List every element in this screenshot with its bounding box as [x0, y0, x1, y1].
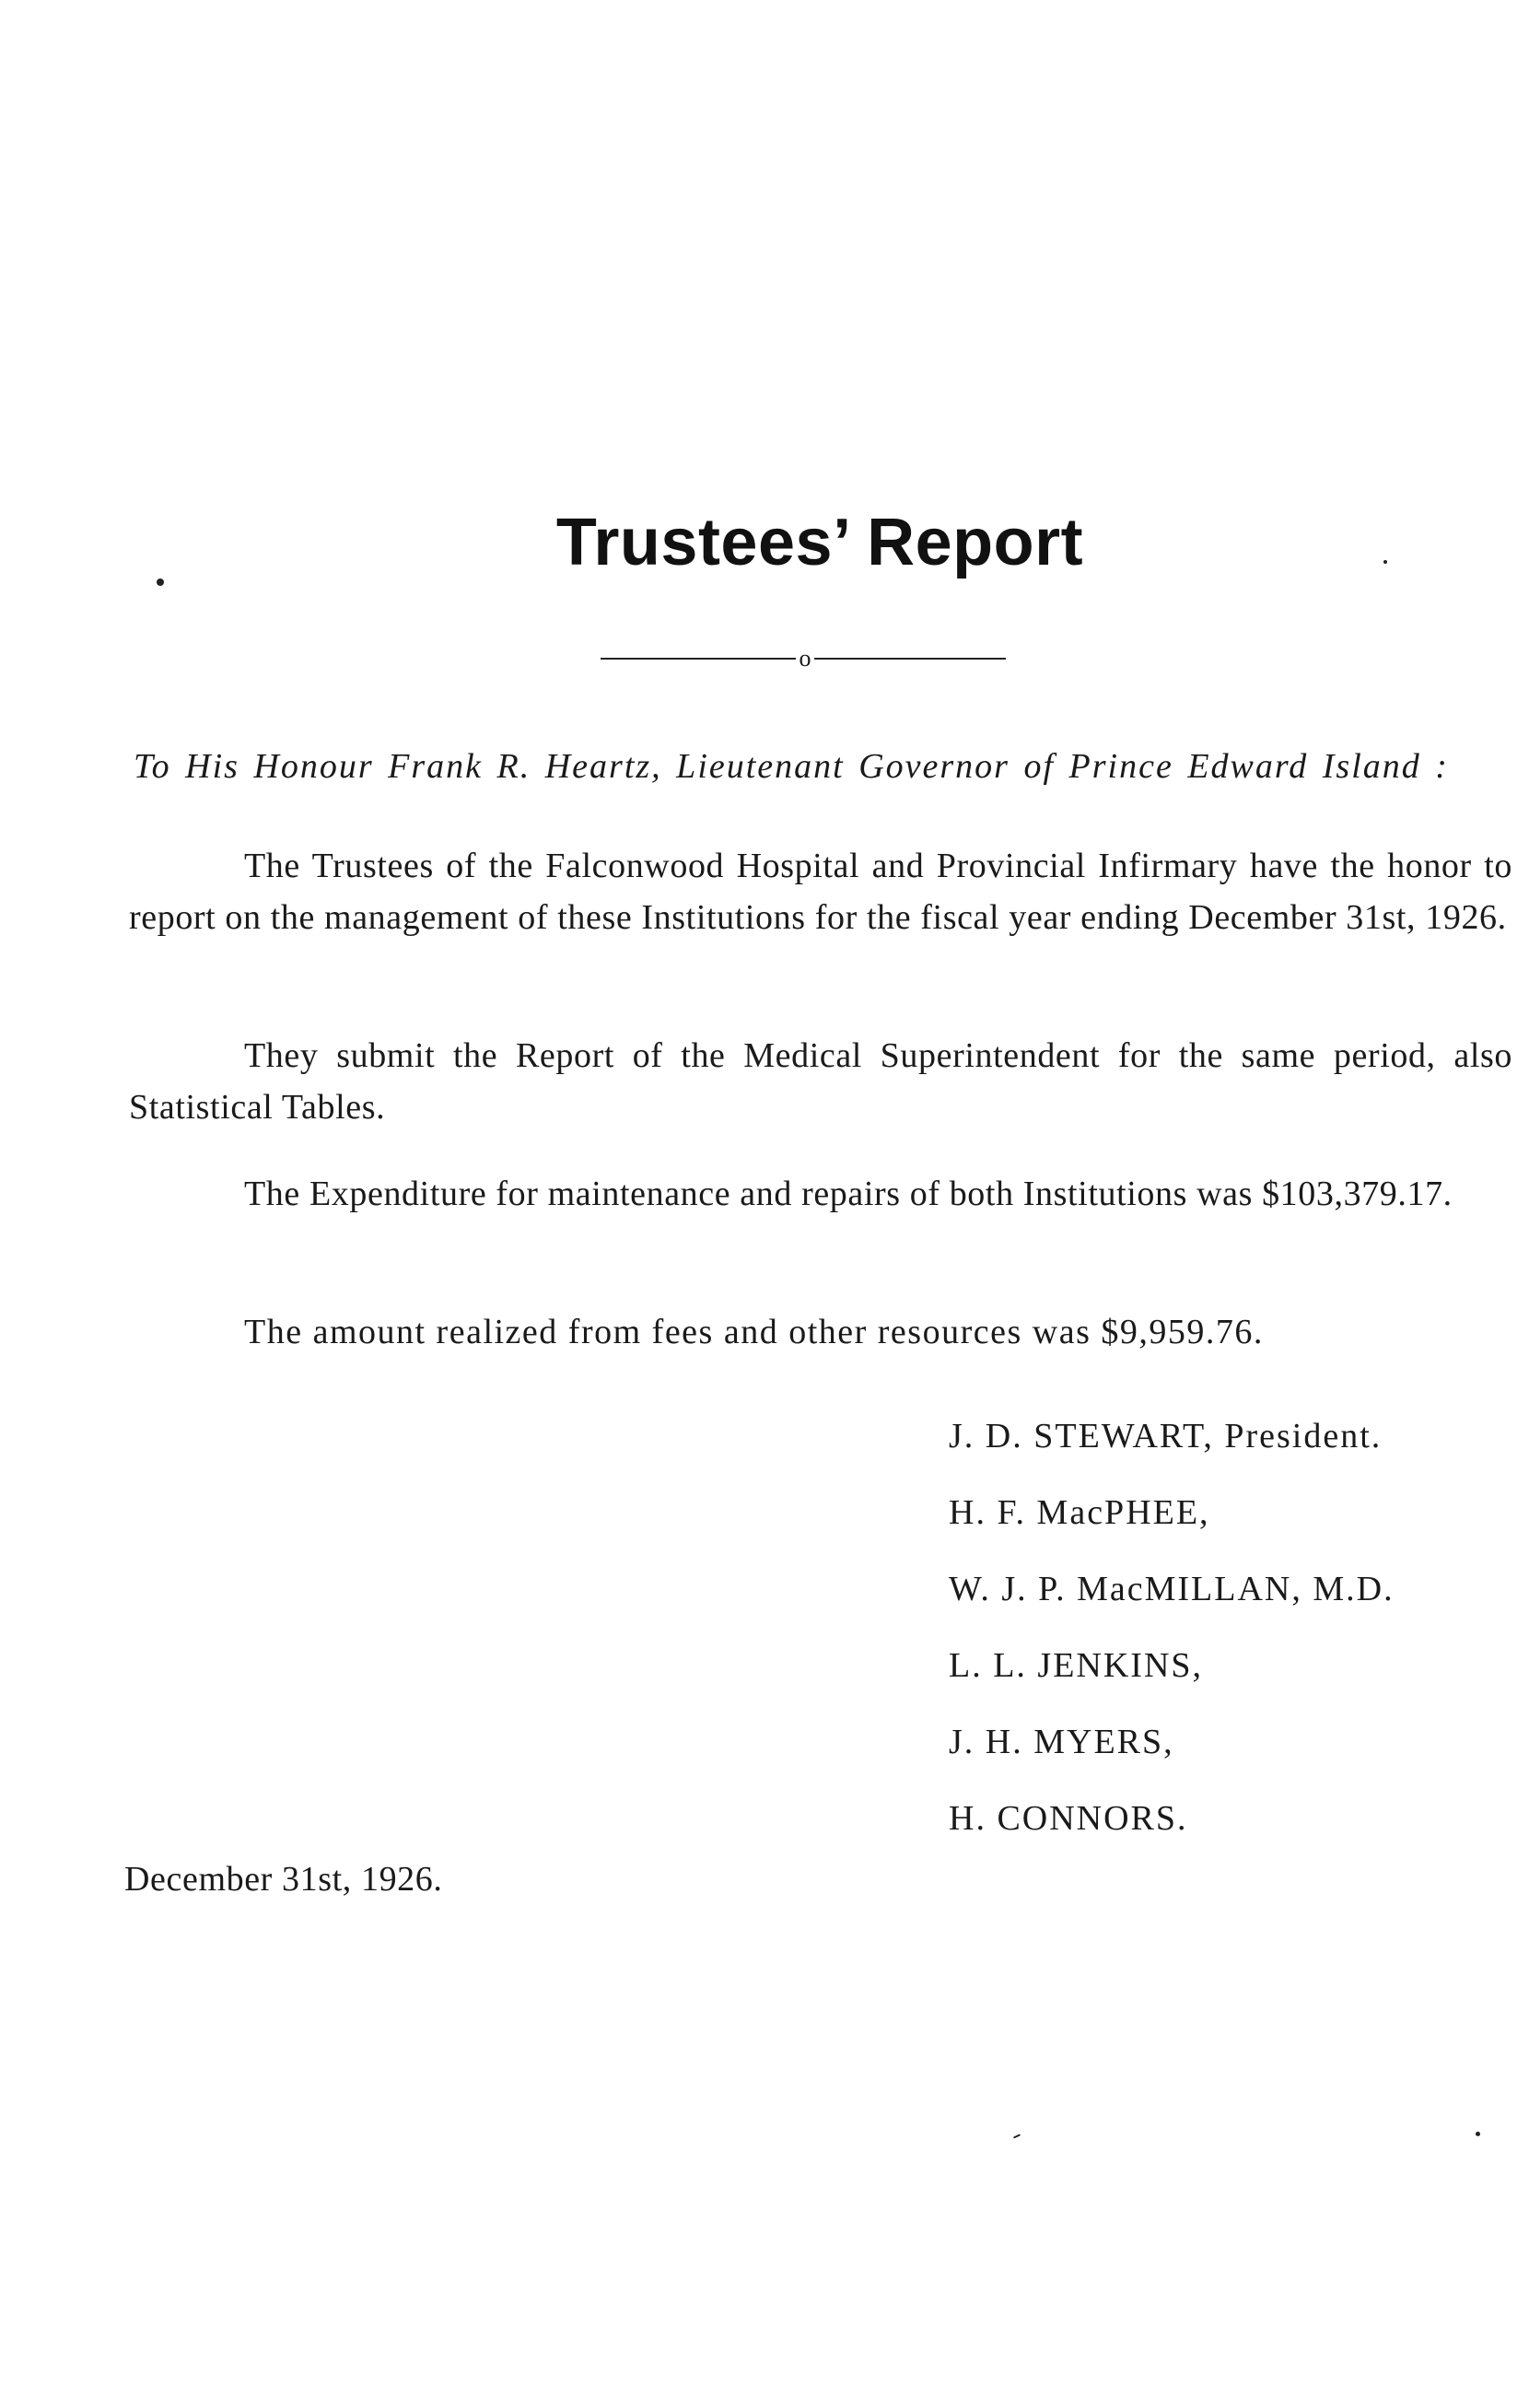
signatory-list	[949, 1398, 1501, 1857]
paragraph-amount-realized	[129, 1306, 1512, 1358]
paragraph-expenditure	[129, 1168, 1512, 1220]
report-date: December 31st, 1926.	[124, 1860, 443, 1899]
scan-speck	[1013, 2133, 1021, 2138]
signatory-name: H. F. MacPHEE,	[949, 1493, 1210, 1532]
paragraph-report-intro	[129, 840, 1512, 943]
title-divider	[601, 643, 1006, 671]
scan-speck	[157, 579, 164, 586]
paragraph-text: The Trustees of the Falconwood Hospital and Provincial Infirmary have the honor to report on the management of these Institutions for the fiscal year ending December 31st, 1926.	[129, 847, 1512, 937]
signatory-name: W. J. P. MacMILLAN, M.D.	[949, 1570, 1395, 1608]
divider-line-right	[814, 658, 1006, 660]
paragraph-text: They submit the Report of the Medical Superintendent for the same period, also Statistical Tables.	[129, 1036, 1512, 1127]
signatory-name: J. H. MYERS,	[949, 1723, 1174, 1761]
paragraph-text: The amount realized from fees and other resources was $9,959.76.	[244, 1313, 1264, 1351]
page-title: Trustees’ Report	[555, 506, 1084, 579]
paragraph-submission	[129, 1030, 1512, 1133]
signatory-name: L. L. JENKINS,	[949, 1646, 1204, 1685]
divider-line-left	[601, 658, 796, 660]
salutation: To His Honour Frank R. Heartz, Lieutenant Governor of Prince Edward Island :	[134, 747, 1449, 786]
signatory-name: J. D. STEWART, President.	[949, 1417, 1383, 1455]
divider-circle: o	[799, 645, 811, 672]
scan-speck	[1476, 2132, 1480, 2136]
signatory-name: H. CONNORS.	[949, 1799, 1188, 1838]
scan-speck	[1383, 560, 1387, 564]
paragraph-text: The Expenditure for maintenance and repairs of both Institutions was $103,379.17.	[244, 1175, 1453, 1213]
